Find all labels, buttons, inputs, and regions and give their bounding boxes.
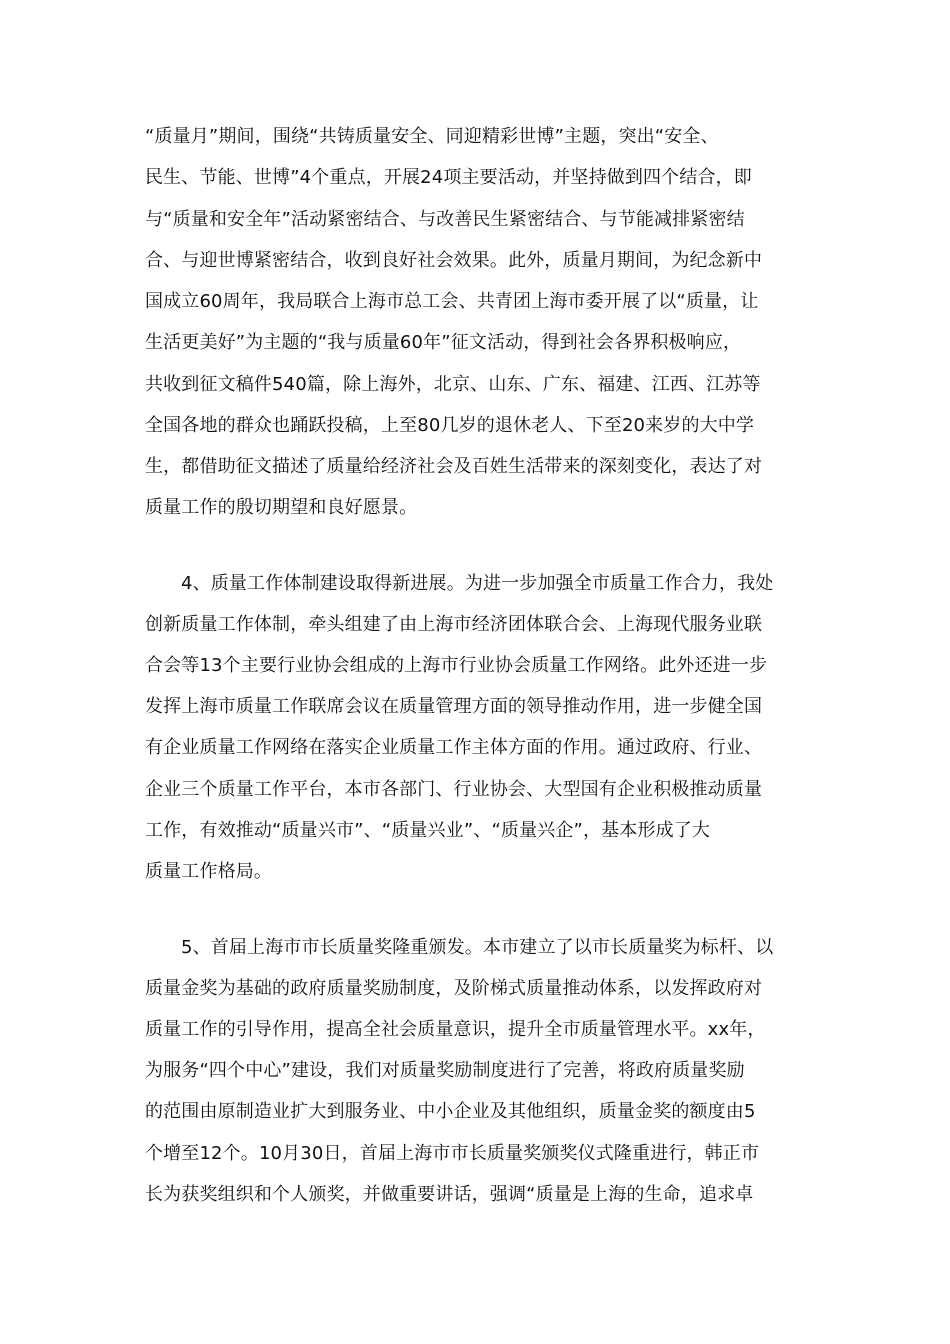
p2-line-6: 企业三个质量工作平台，本市各部门、行业协会、大型国有企业积极推动质量 xyxy=(145,779,763,800)
p3-line-5: 的范围由原制造业扩大到服务业、中小企业及其他组织，质量金奖的额度由5 xyxy=(145,1101,756,1122)
p3-line-2: 质量金奖为基础的政府质量奖励制度，及阶梯式质量推动体系，以发挥政府对 xyxy=(145,978,763,999)
p3-line-6: 个增至12个。10月30日，首届上海市市长质量奖颁奖仪式隆重进行，韩正市 xyxy=(145,1143,760,1164)
p1-line-6: 生活更美好”为主题的“我与质量60年”征文活动，得到社会各界积极响应， xyxy=(145,332,742,353)
p3-line-7: 长为获奖组织和个人颁奖，并做重要讲话，强调“质量是上海的生命，追求卓 xyxy=(145,1184,754,1205)
p1-line-7: 共收到征文稿件540篇，除上海外，北京、山东、广东、福建、江西、江苏等 xyxy=(145,374,761,395)
p3-line-1: 5、首届上海市市长质量奖隆重颁发。本市建立了以市长质量奖为标杆、以 xyxy=(181,937,774,958)
p2-line-4: 发挥上海市质量工作联席会议在质量管理方面的领导推动作用，进一步健全国 xyxy=(145,696,763,717)
p1-line-9: 生，都借助征文描述了质量给经济社会及百姓生活带来的深刻变化，表达了对 xyxy=(145,456,763,477)
p1-line-2: 民生、节能、世博”4个重点，开展24项主要活动，并坚持做到四个结合，即 xyxy=(145,167,752,188)
p2-line-5: 有企业质量工作网络在落实企业质量工作主体方面的作用。通过政府、行业、 xyxy=(145,737,763,758)
p1-line-5: 国成立60周年，我局联合上海市总工会、共青团上海市委开展了以“质量，让 xyxy=(145,291,759,312)
p1-line-10: 质量工作的殷切期望和良好愿景。 xyxy=(145,497,418,518)
p1-line-1: “质量月”期间，围绕“共铸质量安全、同迎精彩世博”主题，突出“安全、 xyxy=(145,126,719,147)
p1-line-3: 与“质量和安全年”活动紧密结合、与改善民生紧密结合、与节能减排紧密结 xyxy=(145,209,745,230)
p2-line-2: 创新质量工作体制，牵头组建了由上海市经济团体联合会、上海现代服务业联 xyxy=(145,614,763,635)
p3-line-3: 质量工作的引导作用，提高全社会质量意识，提升全市质量管理水平。xx年， xyxy=(145,1019,766,1040)
p3-line-4: 为服务“四个中心”建设，我们对质量奖励制度进行了完善，将政府质量奖励 xyxy=(145,1060,745,1081)
p1-line-8: 全国各地的群众也踊跃投稿，上至80几岁的退休老人、下至20来岁的大中学 xyxy=(145,415,755,436)
p2-line-8: 质量工作格局。 xyxy=(145,861,273,882)
p2-line-1: 4、质量工作体制建设取得新进展。为进一步加强全市质量工作合力，我处 xyxy=(181,573,774,594)
p2-line-7: 工作，有效推动“质量兴市”、“质量兴业”、“质量兴企”，基本形成了大 xyxy=(145,820,711,841)
p2-line-3: 合会等13个主要行业协会组成的上海市行业协会质量工作网络。此外还进一步 xyxy=(145,655,768,676)
p1-line-4: 合、与迎世博紧密结合，收到良好社会效果。此外，质量月期间，为纪念新中 xyxy=(145,250,763,271)
